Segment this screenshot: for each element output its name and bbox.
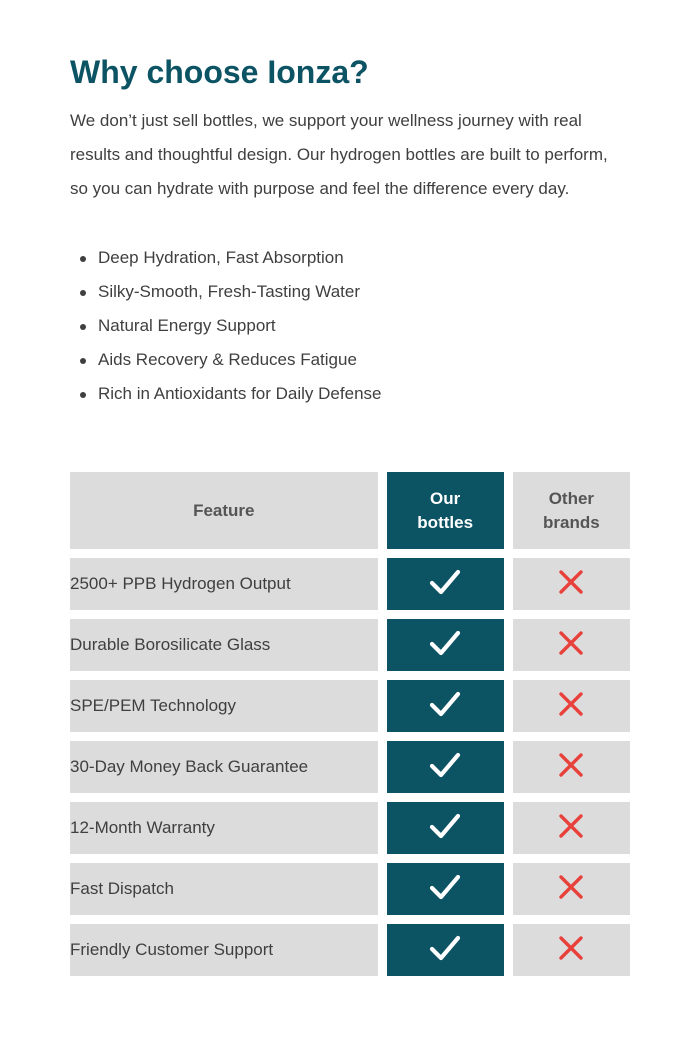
our-bottles-cell [387, 619, 504, 671]
table-row [70, 802, 630, 854]
benefit-text: Deep Hydration, Fast Absorption [98, 248, 344, 267]
cross-icon [558, 874, 584, 905]
feature-cell: 12-Month Warranty [70, 802, 378, 854]
header-our-line2: bottles [417, 512, 474, 532]
benefit-text: Rich in Antioxidants for Daily Defense [98, 384, 382, 403]
other-brands-cell [513, 741, 630, 793]
table-row [70, 924, 630, 976]
our-bottles-cell [387, 741, 504, 793]
header-other-line1: Other [548, 488, 595, 508]
table-row [70, 558, 630, 610]
section-title: Why choose Ionza? [70, 54, 369, 90]
cross-icon [558, 813, 584, 844]
check-icon [429, 568, 461, 601]
cross-icon [558, 691, 584, 722]
check-icon [429, 873, 461, 906]
check-icon [429, 629, 461, 662]
other-brands-cell [513, 680, 630, 732]
benefit-text: Aids Recovery & Reduces Fatigue [98, 350, 357, 369]
list-item [70, 309, 630, 343]
other-brands-cell [513, 558, 630, 610]
header-feature: Feature [70, 472, 378, 549]
table-row [70, 619, 630, 671]
feature-cell: SPE/PEM Technology [70, 680, 378, 732]
other-brands-cell [513, 863, 630, 915]
cross-icon [558, 752, 584, 783]
table-row [70, 863, 630, 915]
bullet-icon [80, 392, 86, 398]
other-brands-cell [513, 619, 630, 671]
other-brands-cell [513, 924, 630, 976]
check-icon [429, 751, 461, 784]
bullet-icon [80, 256, 86, 262]
list-item [70, 241, 630, 275]
our-bottles-cell [387, 924, 504, 976]
header-other-brands [513, 472, 630, 549]
intro-paragraph: We don’t just sell bottles, we support your wellness journey with real results and thoughtful design. Our hydrogen bottles are built to perform, so you can hydrate with purpose and feel the difference every day. [70, 111, 608, 198]
comparison-table [61, 463, 639, 985]
feature-cell: Durable Borosilicate Glass [70, 619, 378, 671]
header-other-line2: brands [543, 512, 600, 532]
benefits-list [70, 241, 630, 411]
our-bottles-cell [387, 680, 504, 732]
table-row [70, 741, 630, 793]
feature-cell: 2500+ PPB Hydrogen Output [70, 558, 378, 610]
benefit-text: Natural Energy Support [98, 316, 276, 335]
check-icon [429, 690, 461, 723]
list-item [70, 275, 630, 309]
cross-icon [558, 630, 584, 661]
feature-cell: Fast Dispatch [70, 863, 378, 915]
list-item [70, 377, 630, 411]
table-header-row [70, 472, 630, 549]
header-our-line1: Our [430, 488, 461, 508]
check-icon [429, 812, 461, 845]
other-brands-cell [513, 802, 630, 854]
bullet-icon [80, 324, 86, 330]
cross-icon [558, 569, 584, 600]
benefit-text: Silky-Smooth, Fresh-Tasting Water [98, 282, 360, 301]
bullet-icon [80, 290, 86, 296]
header-our-bottles [387, 472, 504, 549]
our-bottles-cell [387, 863, 504, 915]
list-item [70, 343, 630, 377]
cross-icon [558, 935, 584, 966]
our-bottles-cell [387, 802, 504, 854]
our-bottles-cell [387, 558, 504, 610]
check-icon [429, 934, 461, 967]
feature-cell: 30-Day Money Back Guarantee [70, 741, 378, 793]
feature-cell: Friendly Customer Support [70, 924, 378, 976]
table-row [70, 680, 630, 732]
bullet-icon [80, 358, 86, 364]
